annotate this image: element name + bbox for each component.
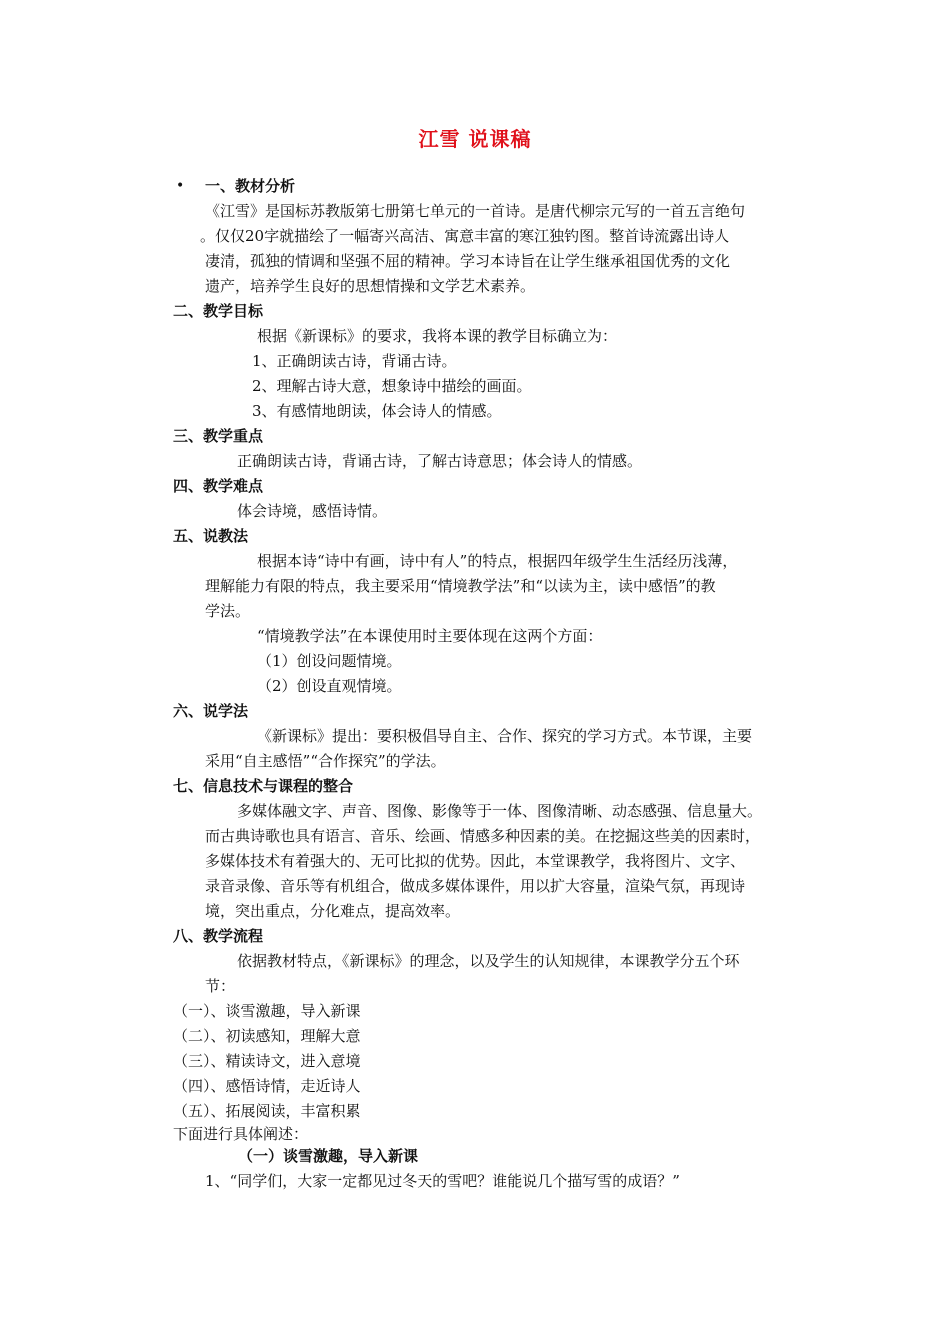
section-heading-5: 五、说教法: [173, 527, 249, 545]
text-line: 。仅仅20字就描绘了一幅寄兴高洁、寓意丰富的寒江独钓图。整首诗流露出诗人: [200, 227, 730, 245]
text-line: 理解能力有限的特点，我主要采用“情境教学法”和“以读为主，读中感悟”的教: [205, 577, 716, 595]
section-heading-3: 三、教学重点: [173, 427, 264, 445]
text-line: 根据本诗“诗中有画，诗中有人”的特点，根据四年级学生生活经历浅薄，: [257, 552, 738, 570]
text-line: 而古典诗歌也具有语言、音乐、绘画、情感多种因素的美。在挖掘这些美的因素时，: [205, 827, 761, 845]
text-line: 学法。: [205, 602, 251, 620]
text-line: 正确朗读古诗，背诵古诗，了解古诗意思；体会诗人的情感。: [237, 452, 643, 470]
text-line: 多媒体融文字、声音、图像、影像等于一体、图像清晰、动态感强、信息量大。: [237, 802, 763, 820]
text-line: 下面进行具体阐述：: [173, 1125, 309, 1143]
bullet-icon: •: [176, 178, 185, 194]
list-item: （一）、谈雪激趣，导入新课: [173, 1002, 361, 1020]
text-line: 节：: [205, 977, 236, 995]
text-line: 采用“自主感悟”“合作探究”的学法。: [205, 752, 446, 770]
text-line: （2）创设直观情境。: [257, 677, 402, 695]
list-item: （二）、初读感知，理解大意: [173, 1027, 361, 1045]
subsection-heading: （一）谈雪激趣，导入新课: [238, 1147, 419, 1165]
text-line: 凄清，孤独的情调和坚强不屈的精神。学习本诗旨在让学生继承祖国优秀的文化: [205, 252, 731, 270]
text-line: 遗产，培养学生良好的思想情操和文学艺术素养。: [205, 277, 536, 295]
text-line: 境，突出重点，分化难点，提高效率。: [205, 902, 461, 920]
text-line: （1）创设问题情境。: [257, 652, 402, 670]
text-line: 2、理解古诗大意，想象诗中描绘的画面。: [252, 377, 532, 395]
text-line: 1、“同学们，大家一定都见过冬天的雪吧？谁能说几个描写雪的成语？”: [205, 1172, 680, 1190]
text-line: 录音录像、音乐等有机组合，做成多媒体课件，用以扩大容量，渲染气氛，再现诗: [205, 877, 746, 895]
text-line: 《新课标》提出：要积极倡导自主、合作、探究的学习方式。本节课，主要: [257, 727, 753, 745]
text-line: 《江雪》是国标苏教版第七册第七单元的一首诗。是唐代柳宗元写的一首五言绝句: [205, 202, 746, 220]
section-heading-7: 七、信息技术与课程的整合: [173, 777, 354, 795]
section-heading-2: 二、教学目标: [173, 302, 264, 320]
text-line: 体会诗境，感悟诗情。: [237, 502, 388, 520]
page-title: 江雪 说课稿: [418, 127, 532, 151]
text-line: “情境教学法”在本课使用时主要体现在这两个方面：: [257, 627, 603, 645]
list-item: （五）、拓展阅读，丰富积累: [173, 1102, 361, 1120]
section-heading-1: 一、教材分析: [205, 177, 296, 195]
section-heading-8: 八、教学流程: [173, 927, 264, 945]
list-item: （三）、精读诗文，进入意境: [173, 1052, 361, 1070]
section-heading-6: 六、说学法: [173, 702, 249, 720]
section-heading-4: 四、教学难点: [173, 477, 264, 495]
text-line: 多媒体技术有着强大的、无可比拟的优势。因此，本堂课教学，我将图片、文字、: [205, 852, 746, 870]
text-line: 1、正确朗读古诗，背诵古诗。: [252, 352, 457, 370]
list-item: （四）、感悟诗情，走近诗人: [173, 1077, 361, 1095]
text-line: 3、有感情地朗读，体会诗人的情感。: [252, 402, 502, 420]
text-line: 依据教材特点，《新课标》的理念，以及学生的认知规律，本课教学分五个环: [237, 952, 740, 970]
text-line: 根据《新课标》的要求，我将本课的教学目标确立为：: [257, 327, 618, 345]
